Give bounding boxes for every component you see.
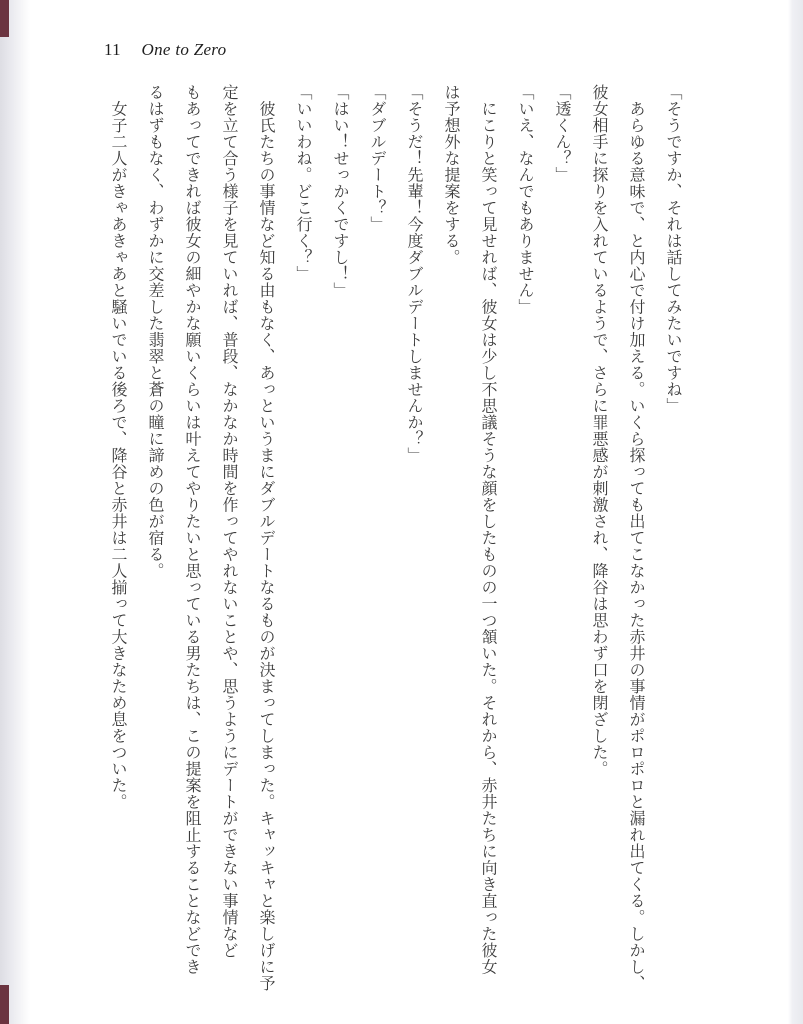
book-title: One to Zero [141, 40, 227, 59]
text-line: にこりと笑って見せれば、彼女は少し不思議そうな顔をしたものの一つ頷いた。それから、赤井たちに向き直った彼女 [479, 84, 496, 975]
text-line: は予想外な提案をする。 [442, 84, 459, 266]
page-left-edge-shade [0, 0, 30, 1024]
text-line: 定を立て合う様子を見ていれば、普段、なかなか時間を作ってやれないことや、思うようにデートができない事情など [220, 84, 237, 959]
page-number: 11 [104, 40, 121, 59]
text-line: るはずもなく、わずかに交差した翡翠と蒼の瞳に諦めの色が宿る。 [146, 84, 163, 579]
text-line: 女子二人がきゃあきゃあと騒いでいる後ろで、降谷と赤井は二人揃って大きなため息をついた。 [109, 84, 126, 810]
text-line: 「ダブルデート？」 [368, 84, 385, 233]
text-line: 「いえ、なんでもありません」 [516, 84, 533, 315]
text-line: 「そうだ！先輩！今度ダブルデートしませんか？」 [405, 84, 422, 464]
text-line: 「透くん？」 [553, 84, 570, 183]
text-line: 「いいわね。どこ行く？」 [294, 84, 311, 282]
running-head [104, 40, 226, 60]
text-line: 彼女相手に探りを入れているようで、さらに罪悪感が刺激され、降谷は思わず口を閉ざした。 [590, 84, 607, 777]
text-line: あらゆる意味で、と内心で付け加える。いくら探っても出てこなかった赤井の事情がポロポロと漏れ出てくる。しかし、 [627, 84, 644, 992]
vertical-text-body [91, 84, 691, 1014]
text-line: 「はい！せっかくですし！」 [331, 84, 348, 299]
text-line: 彼氏たちの事情など知る由もなく、あっというまにダブルデートなるものが決まってしまった。キャッキャと楽しげに予 [257, 84, 274, 992]
page-right-edge-shade [788, 0, 803, 1024]
bottom-corner-mark [0, 985, 9, 1024]
top-corner-mark [0, 0, 9, 37]
text-line: 「そうですか、それは話してみたいですね」 [664, 84, 681, 414]
text-line: もあってできれば彼女の細やかな願いくらいは叶えてやりたいと思っている男たちは、この提案を阻止することなどでき [183, 84, 200, 975]
